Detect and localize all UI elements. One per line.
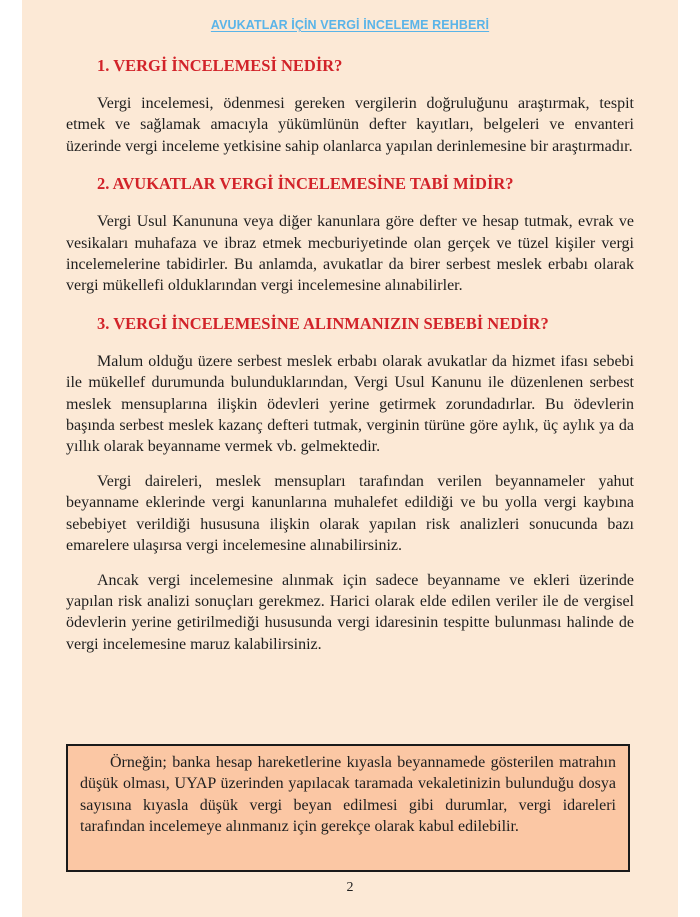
section-3-paragraph-2: Vergi daireleri, meslek mensupları tarafından verilen beyannameler yahut beyanname eklerinde vergi kanunlarına muhalefet edildiği ve bu yolla vergi kaybına sebebiyet verildiği hususuna ilişkin olarak yapılan risk analizleri sonucunda bazı emarelere ulaşırsa vergi incelemesine alınabilirsiniz. — [66, 472, 634, 555]
running-header: AVUKATLAR İÇİN VERGİ İNCELEME REHBERİ — [210, 18, 490, 32]
example-note-text: Örneğin; banka hesap hareketlerine kıyasla beyannamede gösterilen matrahın düşük olması, UYAP üzerinden yapılacak taramada vekaletinizin bulunduğu dosya sayısına kıyasla düşük vergi beyan edilmesi gibi durumlar, vergi idareleri tarafından incelemeye alınmanız için gerekçe olarak kabul edilebilir. — [80, 754, 616, 836]
section-3-paragraph-1: Malum olduğu üzere serbest meslek erbabı olarak avukatlar da hizmet ifası sebebi ile mükellef durumunda bulunduklarından, Vergi Usul Kanunu ile düzenlenen serbest meslek mensuplarına ilişkin ödevleri yerine getirmek zorundadırlar. Bu ödevlerin başında serbest meslek kazanç defteri tutmak, verginin türüne göre aylık, üç aylık ya da yıllık olarak beyanname vermek vb. gelmektedir. — [66, 352, 634, 456]
section-1-paragraph-1: Vergi incelemesi, ödenmesi gereken vergilerin doğruluğunu araştırmak, tespit etmek ve sağlamak amacıyla yükümlünün defter kayıtları, belgeleri ve envanteri üzerinde vergi inceleme yetkisine sahip olanlarca yapılan derinlemesine bir araştırmadır. — [66, 95, 634, 155]
main-content — [66, 52, 634, 655]
section-3-paragraph-3: Ancak vergi incelemesine alınmak için sadece beyanname ve ekleri üzerinde yapılan risk analizi sonuçları gerekmez. Harici olarak elde edilen veriler ile de vergisel ödevlerin yerine getirilmediği hususunda vergi idaresinin tespitte bulunması halinde de vergi incelemesine maruz kalabilirsiniz. — [66, 571, 634, 653]
section-2-paragraph-1: Vergi Usul Kanununa veya diğer kanunlara göre defter ve hesap tutmak, evrak ve vesikaları muhafaza ve ibraz etmek mecburiyetinde olan gerçek ve tüzel kişiler vergi incelemelerine tabidirler. Bu anlamda, avukatlar da birer serbest meslek erbabı olarak vergi mükellefi olduklarından vergi incelemesine alınabilirler. — [66, 213, 634, 295]
section-heading-1: 1. VERGİ İNCELEMESİ NEDİR? — [97, 56, 343, 75]
section-heading-3: 3. VERGİ İNCELEMESİNE ALINMANIZIN SEBEBİ NEDİR? — [97, 313, 549, 333]
section-heading-2: 2. AVUKATLAR VERGİ İNCELEMESİNE TABİ MİDİR? — [97, 174, 514, 194]
document-page — [22, 0, 678, 917]
page-number: 2 — [346, 880, 354, 895]
example-note-box — [66, 744, 630, 872]
